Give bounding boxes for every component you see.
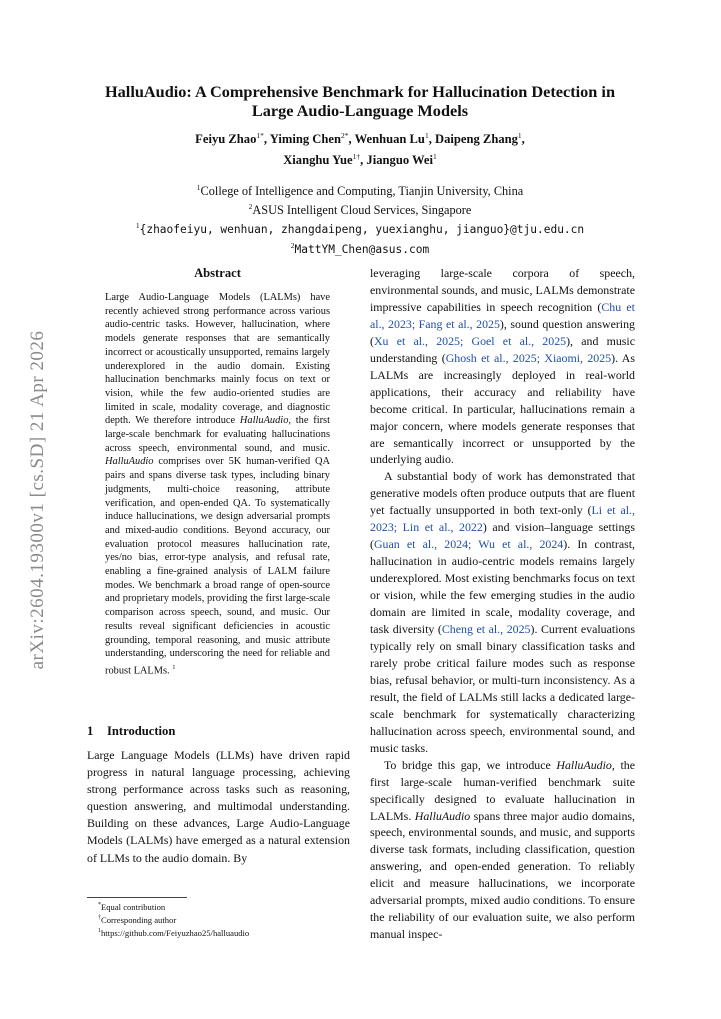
- author-mark: 1: [433, 152, 437, 162]
- author-mark: 1*: [256, 131, 264, 140]
- abstract-body: [105, 291, 330, 678]
- citation-link[interactable]: Chu et al., 2023; Fang et al., 2025: [370, 299, 635, 331]
- section-title: Introduction: [107, 724, 176, 738]
- abstract-heading: Abstract: [194, 266, 241, 280]
- email-line-1: [80, 218, 640, 238]
- affiliation-1: [80, 180, 640, 199]
- affiliation-text: ASUS Intelligent Cloud Services, Singapore: [252, 203, 472, 218]
- body-text: ). In contrast, hallucination in audio-centric models remains largely underexplored. Most existing benchmarks focus on text or vision, while the few emerging studies in the audio domain are limited in scale, modality coverage, and task diversity (: [370, 537, 635, 637]
- body-text: ) and vision–language settings (: [370, 520, 635, 552]
- author-name: Jianguo Wei: [366, 153, 434, 168]
- footnote-text: Equal contribution: [101, 901, 166, 912]
- abstract-text: , the first large-scale benchmark for evaluating hallucinations across speech, environmental sound, and music.: [105, 415, 330, 454]
- abstract-text: Large Audio-Language Models (LALMs) have recently achieved strong performance across various audio-centric tasks. However, hallucination, where models generate responses that are semantically incorrect or acoustically unsupported, remains largely underexplored in the audio domain. Existing hallucination benchmarks mainly focus on text or vision, while the few audio-oriented studies are limited in scale, modality coverage, and diagnostic depth. We therefore introduce: [105, 292, 330, 427]
- author-line-2: Xianghu Yue$^{1\dagger}$, Jianguo Wei$^1$: [283, 152, 437, 168]
- author-name: Xianghu Yue: [283, 153, 353, 168]
- author-name: Daipeng Zhang: [434, 132, 518, 147]
- author-line-1: Feiyu Zhao$^{1*}$, Yiming Chen$^{2*}$, Wenhuan Lu$^1$, Daipeng Zhang$^1$,: [195, 131, 525, 147]
- email-line-2: [80, 238, 640, 258]
- citation-link[interactable]: Ghosh et al., 2025; Xiaomi, 2025: [445, 350, 612, 365]
- affiliation-mark: 2: [248, 202, 253, 212]
- body-text: leveraging large-scale corpora of speech, environmental sounds, and music, LALMs demonstrate impressive capabilities in speech recognition (: [370, 266, 635, 314]
- citation-link[interactable]: Xu et al., 2025; Goel et al., 2025: [373, 333, 567, 348]
- affiliation-mark: 1: [196, 183, 201, 192]
- body-text: A substantial body of work has demonstrated that generative models often produce outputs that are fluent yet factually unsupported in both text-only (: [370, 469, 635, 518]
- author-mark: 1: [517, 131, 522, 140]
- title-line-2: Large Audio-Language Models: [251, 101, 469, 120]
- body-paragraph: [370, 265, 635, 468]
- author-name: Feiyu Zhao: [195, 132, 257, 147]
- author-mark: 2*: [341, 131, 349, 140]
- affiliation-text: College of Intelligence and Computing, Tianjin University, China: [200, 184, 524, 199]
- body-emph: HalluAudio: [414, 808, 471, 823]
- footnote-link[interactable]: https://github.com/Feiyuzhao25/halluaudio: [101, 928, 250, 939]
- email-mark: 2: [290, 241, 295, 251]
- body-text: ). As LALMs are increasingly deployed in real-world applications, their accuracy and reliability have become critical. In particular, hallucinations remain a major concern, where models generate responses that are semantically incorrect or unsupported by the underlying audio.: [370, 350, 635, 467]
- footnote-mark: *: [98, 902, 101, 908]
- author-name: Wenhuan Lu: [354, 132, 425, 147]
- body-text: ). Current evaluations typically rely on small binary classification tasks and rarely probe critical failure modes such as response bias, refusal behavior, or multi-turn inconsistency. As a result, the field of LALMs still lacks a dedicated large-scale benchmark for systematically characterizing hallucination across speech, environmental sound, and music tasks.: [370, 622, 636, 755]
- arxiv-stamp-text: arXiv:2604.19300v1 [cs.SD] 21 Apr 2026: [27, 330, 48, 670]
- right-column: [370, 265, 635, 943]
- citation-link[interactable]: Li et al., 2023; Lin et al., 2022: [370, 503, 635, 535]
- body-paragraph: [370, 468, 635, 756]
- author-mark: 1†: [352, 152, 361, 162]
- abstract-emph: HalluAudio: [239, 415, 289, 427]
- title-line-1: HalluAudio: A Comprehensive Benchmark for Hallucination Detection in: [104, 82, 616, 101]
- affiliation-2: [80, 199, 640, 218]
- abstract-emph: HalluAudio: [105, 456, 154, 468]
- footnote-mark: 1: [98, 928, 101, 935]
- body-paragraph: [370, 757, 635, 943]
- email-text[interactable]: MattYM_Chen@asus.com: [294, 243, 430, 257]
- footnote-2: [98, 913, 350, 926]
- citation-link[interactable]: Guan et al., 2024; Wu et al., 2024: [373, 537, 564, 552]
- section-heading: [87, 724, 175, 739]
- body-text: , the first large-scale human-verified benchmark suite specifically designed to evaluate hallucination in LALMs.: [370, 757, 635, 823]
- email-text[interactable]: {zhaofeiyu, wenhuan, zhangdaipeng, yuexianghu, jianguo}@tju.edu.cn: [139, 223, 585, 237]
- body-text: To bridge this gap, we introduce: [384, 757, 557, 772]
- footnote-rule: [87, 897, 187, 898]
- body-text: spans three major audio domains, speech, environmental sounds, and music, and supports diverse task formats, including classification, question answering, and open-ended generation. To reliably elicit and measure hallucinations, we incorporate adversarial prompts, mixed audio conditions. To ensure the reliability of our evaluation suite, we also perform manual inspec-: [370, 808, 636, 942]
- affiliations: [80, 180, 640, 258]
- author-mark: 1: [424, 131, 429, 140]
- abstract-text: comprises over 5K human-verified QA pairs and spans diverse task types, including binary judgments, multi-choice reasoning, attribute verification, and open-ended QA. To systematically induce hallucinations, we design adversarial prompts and mixed-audio conditions. Beyond accuracy, our evaluation protocol measures hallucination rate, yes/no bias, error-type analysis, and refusal rate, enabling a fine-grained analysis of LALM failure modes. We benchmark a broad range of open-source and proprietary models, providing the first large-scale comparison across speech, sound, and music. Our results reveal significant deficiencies in acoustic grounding, temporal reasoning, and music attribute understanding, underscoring the need for reliable and robust LALMs.: [105, 456, 330, 677]
- author-list: [80, 127, 640, 169]
- arxiv-stamp: [18, 300, 58, 700]
- intro-paragraph: Large Language Models (LLMs) have driven rapid progress in natural language processing, achieving strong performance across tasks such as reasoning, question answering, and multimodal understanding. Building on these advances, Large Audio-Language Models (LALMs) have emerged as a natural extension of LLMs to the audio domain. By: [87, 748, 350, 865]
- author-name: Yiming Chen: [269, 132, 341, 147]
- body-emph: HalluAudio: [556, 757, 612, 772]
- footnote-mark: †: [98, 915, 101, 922]
- citation-link[interactable]: Cheng et al., 2025: [441, 622, 531, 637]
- footnote-mark[interactable]: 1: [172, 663, 176, 671]
- footnote-3: [98, 926, 350, 939]
- footnote-text: Corresponding author: [101, 915, 177, 926]
- section-number: 1: [87, 724, 94, 738]
- body-text: ), and music understanding (: [370, 333, 635, 365]
- footnote-1: [98, 900, 350, 913]
- body-text: ), sound question answering (: [370, 316, 636, 348]
- footnotes: [98, 900, 350, 939]
- email-mark: 1: [135, 221, 140, 231]
- paper-title: [80, 82, 640, 120]
